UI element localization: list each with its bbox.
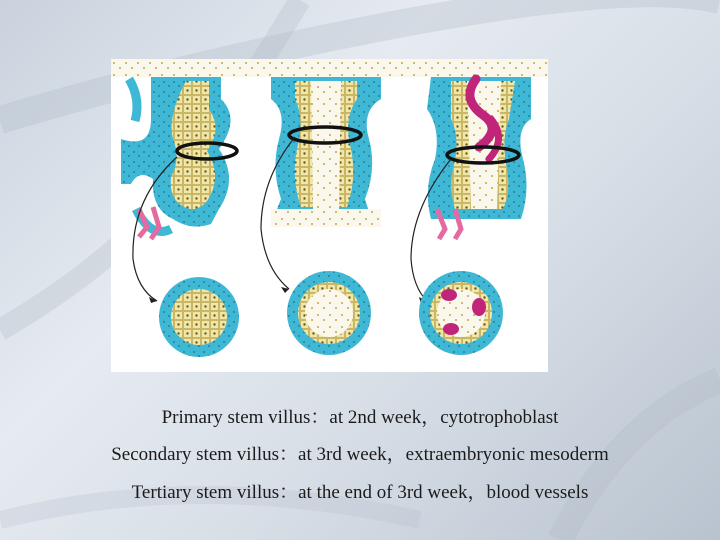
tertiary-villus-longitudinal [427,77,531,239]
caption-primary: Primary stem villus：at 2nd week，cytotrophoblast [161,407,559,428]
villus-illustration [111,59,548,372]
caption-tertiary: Tertiary stem villus：at the end of 3rd week，blood vessels [131,482,589,503]
primary-villus-cross-section [159,277,239,357]
tertiary-villus-cross-section [419,271,503,355]
villus-diagram [111,59,548,372]
secondary-villus-cross-section [287,271,371,355]
secondary-villus-longitudinal [271,77,381,227]
caption-secondary: Secondary stem villus：at 3rd week，extraembryonic mesoderm [111,444,609,465]
